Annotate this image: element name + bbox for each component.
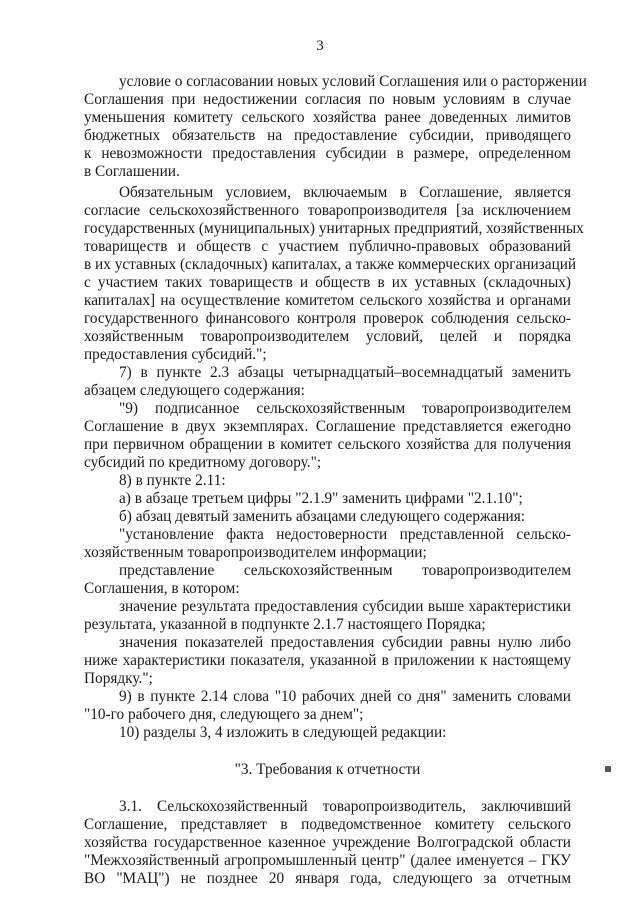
text-line: 7) в пункте 2.3 абзацы четырнадцатый–восемнадцатый заменить — [119, 364, 571, 381]
text-line: согласие сельскохозяйственного товаропроизводителя [за исключением — [84, 202, 571, 219]
text-line: государственного финансового контроля проверок соблюдения сельско- — [84, 310, 571, 327]
text-line: в Соглашении. — [84, 163, 180, 180]
text-line: государственных (муниципальных) унитарных предприятий, хозяйственных — [84, 220, 584, 237]
text-line: Обязательным условием, включаемым в Соглашение, является — [119, 184, 571, 201]
text-line: Соглашения, в котором: — [84, 580, 240, 597]
text-line: Соглашение, представляет в подведомственное комитету сельского — [84, 816, 571, 833]
margin-mark — [605, 766, 611, 772]
text-line: ВО "МАЦ") не позднее 20 января года, следующего за отчетным — [84, 870, 571, 887]
text-line: "Межхозяйственный агропромышленный центр" (далее именуется – ГКУ — [84, 852, 571, 869]
text-line: в их уставных (складочных) капиталах, а также коммерческих организаций — [84, 256, 577, 273]
text-line: абзацем следующего содержания: — [84, 382, 305, 399]
text-line: условие о согласовании новых условий Соглашения или о расторжении — [119, 73, 587, 90]
text-line: 10) разделы 3, 4 изложить в следующей редакции: — [119, 724, 447, 741]
text-line: 8) в пункте 2.11: — [119, 472, 226, 489]
text-line: а) в абзаце третьем цифры "2.1.9" заменить цифрами "2.1.10"; — [119, 490, 523, 507]
text-line: предоставления субсидий."; — [84, 346, 267, 363]
text-line: ниже характеристики показателя, указанной в приложении к настоящему — [84, 652, 571, 669]
text-line: с участием таких товариществ и обществ в их уставных (складочных) — [84, 274, 571, 291]
text-line: значение результата предоставления субсидии выше характеристики — [119, 598, 571, 615]
text-line: хозяйственным товаропроизводителем условий, целей и порядка — [84, 328, 571, 345]
text-line: значения показателей предоставления субсидии равны нулю либо — [119, 634, 571, 651]
page-number: 3 — [316, 38, 324, 54]
text-line: бюджетных обязательств на предоставление субсидии, приводящего — [84, 127, 571, 144]
text-line: Соглашения при недостижении согласия по новым условиям в случае — [84, 91, 571, 108]
text-line: представление сельскохозяйственным товаропроизводителем — [119, 562, 571, 579]
text-line: субсидий по кредитному договору."; — [84, 454, 322, 471]
text-line: товариществ и обществ с участием публично-правовых образований — [84, 238, 571, 255]
text-line: хозяйственным товаропроизводителем информации; — [84, 544, 427, 561]
text-line: при первичном обращении в комитет сельского хозяйства для получения — [84, 436, 571, 453]
text-line: хозяйства государственное казенное учреждение Волгоградской области — [84, 834, 571, 851]
text-line: 9) в пункте 2.14 слова "10 рабочих дней со дня" заменить словами — [119, 688, 571, 705]
text-line: уменьшения комитету сельского хозяйства ранее доведенных лимитов — [84, 109, 571, 126]
text-line: "9) подписанное сельскохозяйственным товаропроизводителем — [119, 400, 571, 417]
text-line: результата, указанной в подпункте 2.1.7 настоящего Порядка; — [84, 616, 486, 633]
text-line: б) абзац девятый заменить абзацами следующего содержания: — [119, 508, 525, 525]
text-line: "установление факта недостоверности представленной сельско- — [119, 526, 571, 543]
text-line: Соглашение в двух экземплярах. Соглашение представляется ежегодно — [84, 418, 571, 435]
text-line: 3.1. Сельскохозяйственный товаропроизводитель, заключивший — [119, 798, 571, 815]
text-line: капиталах] на осуществление комитетом сельского хозяйства и органами — [84, 292, 571, 309]
text-line: к невозможности предоставления субсидии в размере, определенном — [84, 145, 571, 162]
text-line: "3. Требования к отчетности — [234, 761, 421, 778]
text-line: Порядку."; — [84, 670, 153, 687]
text-line: "10-го рабочего дня, следующего за днем"; — [84, 706, 364, 723]
